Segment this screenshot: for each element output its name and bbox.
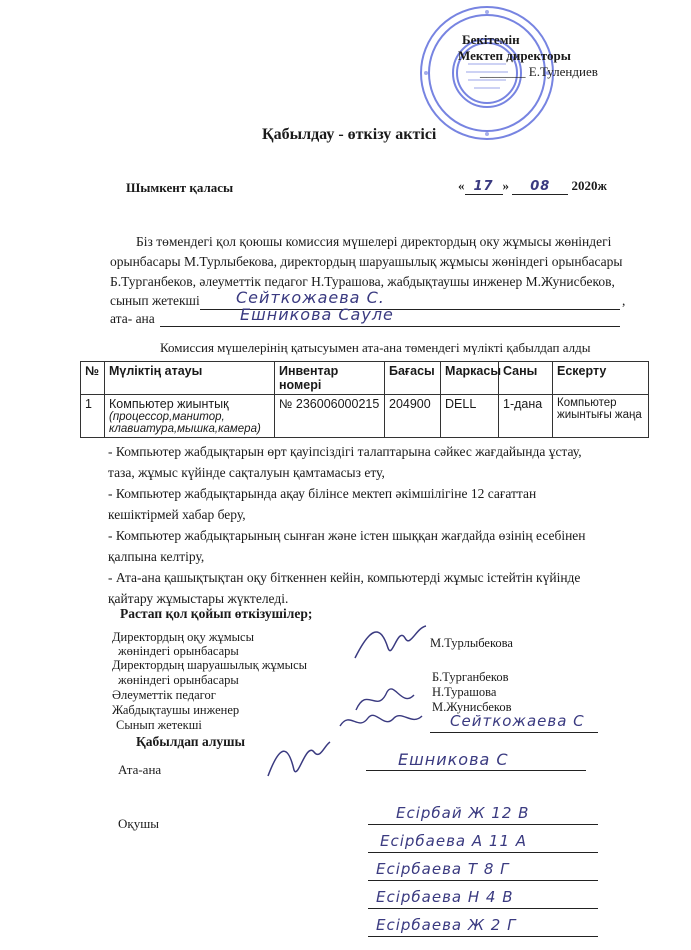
obligation-line-4: кешіктірмей хабар беру, bbox=[108, 507, 246, 522]
student-4: Есірбаева Н 4 В bbox=[376, 888, 514, 906]
header-num: № bbox=[81, 362, 105, 395]
item-name: Компьютер жиынтық bbox=[109, 397, 229, 411]
name-5: Сейткожаева С bbox=[450, 712, 585, 730]
obligation-line-8: қайтару жұмыстары жүктеледі. bbox=[108, 591, 289, 606]
role-3: Әлеуметтік педагог bbox=[112, 688, 216, 702]
obligation-line-1: - Компьютер жабдықтарын өрт қауіпсіздігі талаптарына сәйкес жағдайында ұстау, bbox=[108, 444, 582, 459]
obligation-line-5: - Компьютер жабдықтарының сынған және істен шыққан жағдайда өзінің есебінен bbox=[108, 528, 586, 543]
signature-3 bbox=[336, 706, 426, 736]
header-price: Бағасы bbox=[385, 362, 441, 395]
name-4: М.Жунисбеков bbox=[432, 700, 512, 714]
student-5: Есірбаева Ж 2 Г bbox=[376, 916, 517, 934]
obligation-line-2: таза, жұмыс күйінде сақталуын қамтамасыз ету, bbox=[108, 465, 385, 480]
table-header-row bbox=[81, 362, 649, 395]
parent-value: Ешникова Сауле bbox=[240, 305, 394, 324]
obligation-line-3: - Компьютер жабдықтарында ақау білінсе мектеп әкімшілігіне 12 сағаттан bbox=[108, 486, 537, 501]
signature-parent bbox=[262, 736, 332, 786]
approval-line-2: Мектеп директоры bbox=[458, 48, 571, 63]
role-1b: жөніндегі орынбасары bbox=[118, 644, 239, 658]
role-5: Сынып жетекші bbox=[116, 718, 202, 732]
table-caption: Комиссия мүшелерінің қатысуымен ата-ана төмендегі мүлікті қабылдап алды bbox=[160, 340, 591, 355]
obligation-line-6: қалпына келтіру, bbox=[108, 549, 205, 564]
cell-brand: DELL bbox=[441, 395, 499, 438]
cell-num: 1 bbox=[81, 395, 105, 438]
parent-label: ата- ана bbox=[110, 311, 155, 326]
approval-line-1: Бекітемін bbox=[462, 32, 520, 47]
place: Шымкент қаласы bbox=[126, 180, 234, 195]
header-qty: Саны bbox=[499, 362, 553, 395]
header-name: Мүліктің атауы bbox=[105, 362, 275, 395]
student-1: Есірбай Ж 12 В bbox=[396, 804, 530, 822]
cell-inventory: № 236006000215 bbox=[275, 395, 385, 438]
header-inventory: Инвентар номері bbox=[275, 362, 385, 395]
role-2b: жөніндегі орынбасары bbox=[118, 673, 239, 687]
cell-note: Компьютер жиынтығы жаңа bbox=[553, 395, 649, 438]
name-2: Б.Турганбеков bbox=[432, 670, 509, 684]
date-day: 17 bbox=[465, 179, 503, 195]
page-title: Қабылдау - өткізу актісі bbox=[262, 126, 437, 143]
student-label: Оқушы bbox=[118, 816, 159, 831]
intro-line-2: орынбасары М.Турлыбекова, директордың шаруашылық жұмысы жөніндегі орынбасары bbox=[110, 254, 623, 269]
student-3: Есірбаева Т 8 Г bbox=[376, 860, 510, 878]
role-2a: Директордың шаруашылық жұмысы bbox=[112, 658, 308, 672]
obligation-line-7: - Ата-ана қашықтықтан оқу біткеннен кейін, компьютерді жұмыс істейтін күйінде bbox=[108, 570, 581, 585]
date: « 17 » 08 2020ж bbox=[458, 178, 607, 194]
role-1a: Директордың оқу жұмысы bbox=[112, 630, 254, 644]
cell-qty: 1-дана bbox=[499, 395, 553, 438]
cell-name bbox=[105, 395, 275, 438]
intro-line-1: Біз төмендегі қол қоюшы комиссия мүшелері директордың оку жұмысы жөніндегі bbox=[136, 234, 612, 249]
role-4: Жабдықтаушы инженер bbox=[112, 703, 240, 717]
intro-line-3: Б.Турганбеков, әлеуметтік педагог Н.Турашова, жабдықтаушы инженер М.Жунисбеков, bbox=[110, 274, 615, 289]
approval-line-3: _______ Е.Тулендиев bbox=[480, 64, 598, 79]
signature-1 bbox=[350, 618, 430, 668]
class-teacher-value: Сейткожаева С. bbox=[236, 288, 385, 307]
class-teacher-label: сынып жетекші bbox=[110, 293, 200, 308]
date-month: 08 bbox=[512, 179, 568, 195]
receiver-heading: Қабылдап алушы bbox=[136, 734, 246, 749]
header-note: Ескерту bbox=[553, 362, 649, 395]
name-3: Н.Турашова bbox=[432, 685, 497, 699]
parent-sign-label: Ата-ана bbox=[118, 762, 162, 777]
item-detail: (процессор,манитор, клавиатура,мышка,камера) bbox=[109, 411, 261, 435]
header-brand: Маркасы bbox=[441, 362, 499, 395]
table-row bbox=[81, 395, 649, 438]
asset-table bbox=[80, 361, 649, 438]
parent-sign-name: Ешникова С bbox=[398, 750, 509, 769]
signers-heading: Растап қол қойып өткізушілер; bbox=[120, 606, 313, 621]
date-year: 2020ж bbox=[571, 178, 607, 193]
name-1: М.Турлыбекова bbox=[430, 636, 513, 650]
student-2: Есірбаева А 11 А bbox=[380, 832, 528, 850]
cell-price: 204900 bbox=[385, 395, 441, 438]
